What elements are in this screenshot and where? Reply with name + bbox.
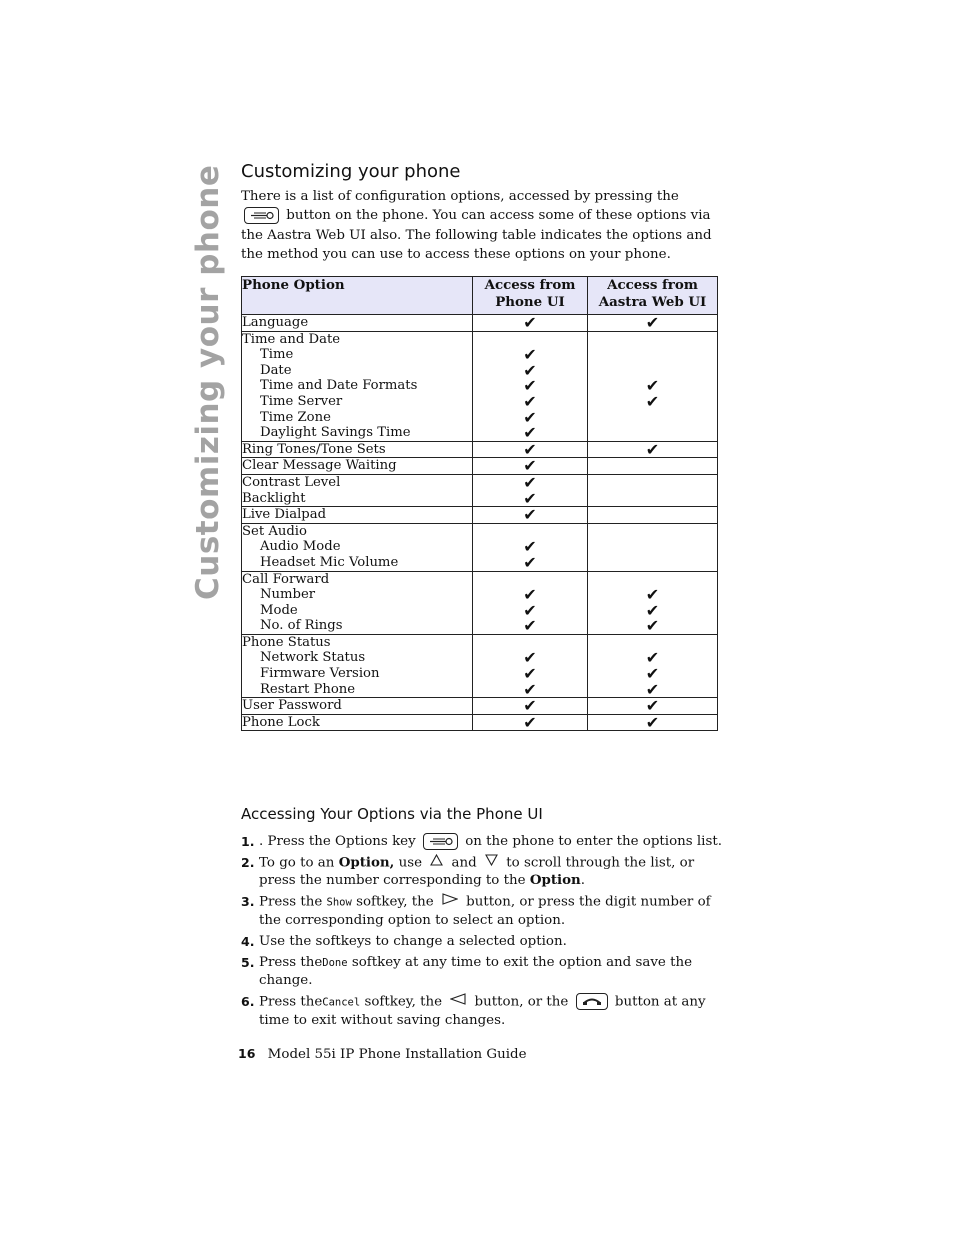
option-term: Option <box>529 871 581 888</box>
check-icon: ✔ <box>523 679 537 699</box>
table-row <box>242 331 718 441</box>
option-label: Time Zone <box>260 409 331 425</box>
check-icon: ✔ <box>523 552 537 572</box>
list-item <box>241 954 731 990</box>
table-row <box>242 698 718 715</box>
option-label: Phone Lock <box>242 714 320 730</box>
check-icon: ✔ <box>645 391 660 411</box>
intro-text-1: There is a list of configuration options, accessed by pressing the <box>241 189 679 204</box>
option-cell <box>242 441 473 458</box>
option-label: Live Dialpad <box>242 507 327 523</box>
option-label: Audio Mode <box>260 539 341 555</box>
option-cell <box>242 458 473 475</box>
option-label: Phone Status <box>242 634 331 650</box>
option-label: Daylight Savings Time <box>260 425 411 441</box>
check-icon: ✔ <box>523 585 537 605</box>
phone-ui-cell <box>473 474 588 506</box>
option-label: Date <box>260 362 292 378</box>
phone-ui-cell <box>473 698 588 715</box>
step-text: Press the <box>259 954 323 970</box>
step-text: button at any time to exit without saving changes. <box>259 994 706 1028</box>
empty-check-slot <box>588 332 717 348</box>
step-text: softkey, the <box>364 994 443 1010</box>
check-icon: ✔ <box>645 313 660 332</box>
list-item <box>241 833 731 851</box>
empty-check-slot <box>588 347 717 363</box>
option-label: User Password <box>242 698 342 714</box>
step-number: 1. <box>241 834 255 849</box>
check-icon: ✔ <box>645 696 660 716</box>
step-text: and <box>451 855 477 871</box>
step-text: on the phone to enter the options list. <box>465 834 722 849</box>
intro-paragraph <box>241 187 721 264</box>
steps-list <box>241 833 731 1033</box>
step-text: to scroll through the list, or press the number corresponding to the <box>259 855 695 888</box>
check-icon: ✔ <box>523 456 537 476</box>
check-icon: ✔ <box>523 472 537 492</box>
check-icon: ✔ <box>523 664 537 684</box>
option-cell <box>242 315 473 332</box>
phone-ui-cell <box>473 331 588 441</box>
option-cell <box>242 507 473 524</box>
table-row <box>242 474 718 506</box>
phone-ui-cell <box>473 441 588 458</box>
web-ui-cell <box>588 315 718 332</box>
step-number: 4. <box>241 933 255 949</box>
table-row <box>242 714 718 731</box>
empty-check-slot <box>588 475 717 491</box>
step-text: Use the softkeys to change a selected option. <box>259 933 567 949</box>
phone-ui-cell <box>473 714 588 731</box>
step-text: softkey, the <box>356 894 434 909</box>
web-ui-cell <box>588 634 718 697</box>
phone-ui-cell <box>473 634 588 697</box>
check-icon: ✔ <box>523 600 537 620</box>
empty-check-slot <box>588 555 717 571</box>
empty-check-slot <box>588 425 717 441</box>
step-text: . Press the Options key <box>259 834 416 849</box>
check-icon: ✔ <box>645 376 660 396</box>
check-icon: ✔ <box>523 505 537 525</box>
option-label: Time and Date <box>242 331 341 347</box>
option-label: Clear Message Waiting <box>242 458 397 474</box>
softkey-name: Show <box>326 896 352 908</box>
table-row <box>242 441 718 458</box>
web-ui-cell <box>588 507 718 524</box>
softkey-name: Cancel <box>322 996 361 1009</box>
check-icon: ✔ <box>523 423 537 443</box>
web-ui-cell <box>588 714 718 731</box>
option-label: Restart Phone <box>260 681 356 697</box>
web-ui-cell <box>588 458 718 475</box>
goodbye-key-icon <box>576 993 608 1010</box>
option-term: Option, <box>338 854 395 871</box>
list-item <box>241 854 731 889</box>
check-icon: ✔ <box>523 439 537 459</box>
step-number: 2. <box>241 855 255 870</box>
phone-ui-cell <box>473 315 588 332</box>
web-ui-cell <box>588 523 718 571</box>
subsection-title: Accessing Your Options via the Phone UI <box>241 805 543 823</box>
header-web-ui: Access from Aastra Web UI <box>588 277 718 315</box>
options-key-icon <box>423 833 458 850</box>
step-text: Press the <box>259 894 323 909</box>
step-text: button, or the <box>474 994 569 1010</box>
step-number: 6. <box>241 994 255 1009</box>
check-icon: ✔ <box>645 439 660 459</box>
options-key-icon <box>244 207 279 224</box>
table-row <box>242 634 718 697</box>
option-label: Network Status <box>260 650 366 666</box>
options-table <box>241 276 718 731</box>
check-icon: ✔ <box>523 696 537 716</box>
table-row <box>242 458 718 475</box>
option-label: Time and Date Formats <box>260 378 418 394</box>
left-arrow-icon <box>450 993 466 1011</box>
list-item <box>241 933 731 951</box>
option-label: Language <box>242 315 309 330</box>
web-ui-cell <box>588 698 718 715</box>
option-label: Ring Tones/Tone Sets <box>242 441 386 457</box>
web-ui-cell <box>588 331 718 441</box>
step-text: use <box>398 855 423 871</box>
step-text: . <box>580 872 586 888</box>
page-number: 16 <box>238 1046 256 1061</box>
up-arrow-icon <box>430 854 443 872</box>
option-cell <box>242 523 473 571</box>
option-cell <box>242 634 473 697</box>
step-number: 5. <box>241 954 255 970</box>
step-text: To go to an <box>259 855 335 871</box>
empty-check-slot <box>588 491 717 507</box>
empty-check-slot <box>588 507 717 523</box>
header-phone-option: Phone Option <box>242 277 473 315</box>
option-label: Contrast Level <box>242 474 341 490</box>
check-icon: ✔ <box>523 616 537 636</box>
check-icon: ✔ <box>523 360 537 380</box>
phone-ui-cell <box>473 458 588 475</box>
step-text: button, or press the digit number of the corresponding option to select an option. <box>259 894 711 928</box>
down-arrow-icon <box>485 854 498 872</box>
phone-ui-cell <box>473 523 588 571</box>
option-label: Time Server <box>260 393 343 409</box>
option-label: Number <box>260 587 316 603</box>
empty-check-slot <box>588 524 717 540</box>
table-row <box>242 315 718 332</box>
check-icon: ✔ <box>523 712 537 732</box>
table-header-row <box>242 277 718 315</box>
option-cell <box>242 331 473 441</box>
check-icon: ✔ <box>523 488 537 508</box>
check-icon: ✔ <box>523 313 537 332</box>
phone-ui-cell <box>473 571 588 634</box>
check-icon: ✔ <box>645 616 660 636</box>
table-row <box>242 571 718 634</box>
option-label: Call Forward <box>242 571 330 587</box>
guide-title: Model 55i IP Phone Installation Guide <box>267 1047 527 1062</box>
side-chapter-title: Customizing your phone <box>190 164 226 600</box>
step-text: Press the <box>259 994 323 1010</box>
check-icon: ✔ <box>523 648 537 668</box>
option-label: Time <box>260 347 294 363</box>
empty-check-slot <box>588 410 717 426</box>
option-cell <box>242 474 473 506</box>
check-icon: ✔ <box>645 664 660 684</box>
option-cell <box>242 714 473 731</box>
check-icon: ✔ <box>645 648 660 668</box>
option-cell <box>242 571 473 634</box>
option-label: Backlight <box>242 490 306 506</box>
check-icon: ✔ <box>645 679 660 699</box>
list-item <box>241 893 731 929</box>
check-icon: ✔ <box>523 376 537 396</box>
page-footer <box>238 1046 527 1062</box>
step-text: softkey at any time to exit the option and save the change. <box>259 954 693 988</box>
table-row <box>242 507 718 524</box>
empty-check-slot <box>588 458 717 474</box>
header-phone-ui: Access from Phone UI <box>473 277 588 315</box>
empty-check-slot <box>588 539 717 555</box>
check-icon: ✔ <box>645 712 660 732</box>
check-icon: ✔ <box>523 537 537 557</box>
softkey-name: Done <box>322 956 348 969</box>
option-label: Headset Mic Volume <box>260 554 399 570</box>
check-icon: ✔ <box>523 407 537 427</box>
option-label: Mode <box>260 602 298 618</box>
table-row <box>242 523 718 571</box>
web-ui-cell <box>588 441 718 458</box>
section-title: Customizing your phone <box>241 161 461 182</box>
step-number: 3. <box>241 893 255 909</box>
check-icon: ✔ <box>645 600 660 620</box>
phone-ui-cell <box>473 507 588 524</box>
right-arrow-icon <box>442 893 458 911</box>
option-label: No. of Rings <box>260 618 343 634</box>
web-ui-cell <box>588 571 718 634</box>
option-label: Firmware Version <box>260 666 380 682</box>
check-icon: ✔ <box>523 391 537 411</box>
check-icon: ✔ <box>523 345 537 365</box>
option-label: Set Audio <box>242 523 307 539</box>
intro-text-2: button on the phone. You can access some of these options via the Aastra Web UI also. The following table indicates the options and the method you can use to access these options on your phone. <box>241 208 712 262</box>
option-cell <box>242 698 473 715</box>
check-icon: ✔ <box>645 585 660 605</box>
list-item <box>241 993 731 1029</box>
web-ui-cell <box>588 474 718 506</box>
